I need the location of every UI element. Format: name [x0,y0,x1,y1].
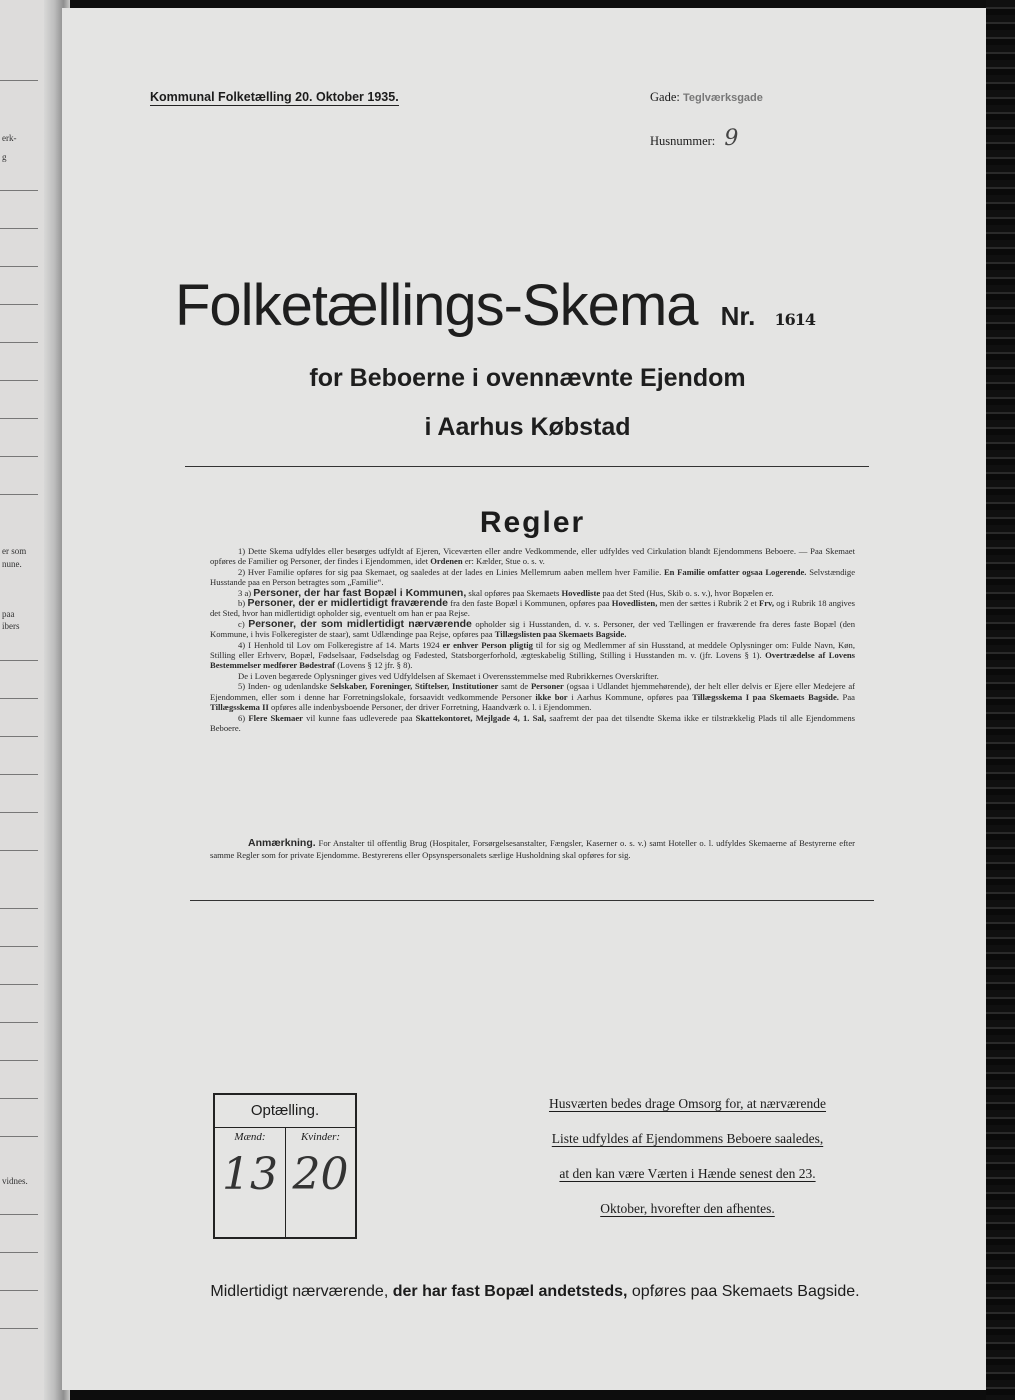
divider [185,466,869,467]
census-header: Kommunal Folketælling 20. Oktober 1935. [150,90,399,104]
ruled-line [0,908,38,909]
street-value: Teglværksgade [682,92,763,104]
house-number-label: Husnummer: [650,134,716,148]
ruled-line [0,736,38,737]
ruled-line [0,1328,38,1329]
ruled-line [0,1252,38,1253]
notice-line-2: Liste udfyldes af Ejendommens Beboere saaledes, [551,1131,824,1146]
left-page-fragment: paa [2,609,15,619]
rule-5: 5) Inden- og udenlandske Selskaber, Foreninger, Stiftelser, Institutioner samt de Personer (ogsaa i Udlandet hjemmehørende), der helt eller delvis er Ejere eller Medejere af Ejendommen, eller som i denne har Forretningslokale, forsaavidt vedkommende Personer ikke bor i Aarhus Kommune, opføres paa Tillægsskema I paa Skemaets Bagside. Paa Tillægsskema II opføres alle indenbysboende Personer, der driver Forretning, Haandværk o. l. i Ejendommen. [210,681,856,713]
tally-men-column [215,1127,286,1237]
ruled-line [0,698,38,699]
ruled-line [0,1022,38,1023]
rule-1: 1) Dette Skema udfyldes eller besørges udfyldt af Ejeren, Viceværten eller andre Vedkommende, eller udfyldes ved Cirkulation blandt Ejendommens Beboere. — Paa Skemaet opføres de Familier og Personer, der findes i Ejendommen, idet Ordenen er: Kælder, Stue o. s. v. [210,546,855,567]
ruled-line [0,812,38,813]
men-label: Mænd: [234,1131,266,1143]
notice-line-3: at den kan være Værten i Hænde senest den 23. [559,1166,816,1181]
rule-2: 2) Hver Familie opføres for sig paa Skemaet, og saaledes at der lades en Linies Mellemrum aaben mellem hver Familie. En Familie omfatter ogsaa Logerende. Selvstændige Husstande paa en Person betragtes som „Familie“. [210,566,856,588]
form-title [175,272,815,339]
ruled-line [0,342,38,343]
ruled-line [0,304,38,305]
page-edge-stack [986,0,1015,1400]
left-page-fragment: er som [2,546,27,556]
tally-title: Optælling. [215,1095,355,1128]
form-number-value: 1614 [774,310,815,329]
left-page-fragment: ibers [2,621,20,631]
men-count: 13 [222,1149,278,1200]
rule-3a: 3 a) Personer, der har fast Bopæl i Kommunen, skal opføres paa Skemaets Hovedliste paa det Sted (Hus, Skib o. s. v.), hvor Bopælen er. [238,586,774,599]
rule-3b: b) Personer, der er midlertidigt fraværende fra den faste Bopæl i Kommunen, opføres paa Hovedlisten, men der sættes i Rubrik 2 et Frv, og i Rubrik 18 angives det Sted, hvor han midlertidigt opholder sig, eventuelt om han er paa Rejse. [210,597,856,619]
ruled-line [0,1060,38,1061]
form-title-main: Folketællings-Skema [175,273,698,338]
ruled-line [0,190,38,191]
women-label: Kvinder: [300,1131,341,1143]
ruled-line [0,266,38,267]
left-page-fragment: g [2,152,7,162]
tally-box [213,1093,357,1239]
remark-block [210,838,855,861]
left-page-fragment: vidnes. [2,1176,28,1186]
remark-text: For Anstalter til offentlig Brug (Hospitaler, Forsørgelsesanstalter, Fængsler, Kaserner o. s. v.) samt Hoteller o. l. udfyldes Skemaerne af Bestyrerne efter samme Regler som for private Ejendomme. Bestyrerens eller Opsynspersonalets særlige Husholdning skal opføres for sig. [210,838,855,860]
divider [190,900,874,901]
ruled-line [0,494,38,495]
house-number-field [650,126,738,151]
rule-4-note: De i Loven begærede Oplysninger gives ved Udfyldelsen af Skemaet i Overensstemmelse med Rubrikkernes Overskrifter. [238,670,659,681]
form-subtitle-city: i Aarhus Købstad [424,413,631,441]
ruled-line [0,1214,38,1215]
left-page-fragment: nune. [2,559,22,569]
form-number-label: Nr. [720,301,756,331]
house-number-value: 9 [724,126,739,151]
ruled-line [0,660,38,661]
rules-text [210,546,855,733]
ruled-line [0,456,38,457]
ruled-line [0,80,38,81]
ruled-line [0,228,38,229]
ruled-line [0,1098,38,1099]
rule-6: 6) Flere Skemaer vil kunne faas udleverede paa Skattekontoret, Mejlgade 4, 1. Sal, saafremt der paa det tilsendte Skema ikke er tilstrækkelig Plads til alle Ejendommens Beboere. [210,712,856,733]
rule-3c: c) Personer, der som midlertidigt nærværende opholder sig i Husstanden, d. v. s. Personer, der ved Tællingen er fraværende fra deres faste Bopæl (den Kommune, i hvis Folkeregister de staar), samt Udlændinge paa Rejse, opføres paa Tillægslisten paa Skemaets Bagside. [210,617,855,640]
form-subtitle: for Beboerne i ovennævnte Ejendom [309,364,746,392]
left-page-fragment: erk- [2,133,17,143]
street-label: Gade: [650,90,680,104]
street-field [650,90,763,105]
ruled-line [0,850,38,851]
notice-line-1: Husværten bedes drage Omsorg for, at nærværende [548,1096,827,1111]
notice-line-4: Oktober, hvorefter den afhentes. [600,1201,775,1216]
ruled-line [0,774,38,775]
ruled-line [0,984,38,985]
women-count: 20 [292,1149,349,1200]
ruled-line [0,946,38,947]
footer-note: Midlertidigt nærværende, der har fast Bopæl andetsteds, opføres paa Skemaets Bagside. [210,1283,860,1300]
ruled-line [0,1136,38,1137]
rule-4: 4) I Henhold til Lov om Folkeregistre af 14. Marts 1924 er enhver Person pligtig til for sig og Medlemmer af sin Husstand, at meddele Oplysninger om: Fulde Navn, Køn, Stilling eller Erhverv, Bopæl, Fødselsaar, Fødselsdag og Fødested, Statsborgerforhold, ægteskabelig Stilling, Stilling i Husstanden m. v. (jfr. Lovens § 1). Overtrædelse af Lovens Bestemmelser medfører Bødestraf (Lovens § 12 jfr. § 8). [210,639,856,671]
tally-women-column [286,1127,355,1237]
remark-heading: Anmærkning. [248,837,316,849]
rules-heading: Regler [479,506,586,539]
